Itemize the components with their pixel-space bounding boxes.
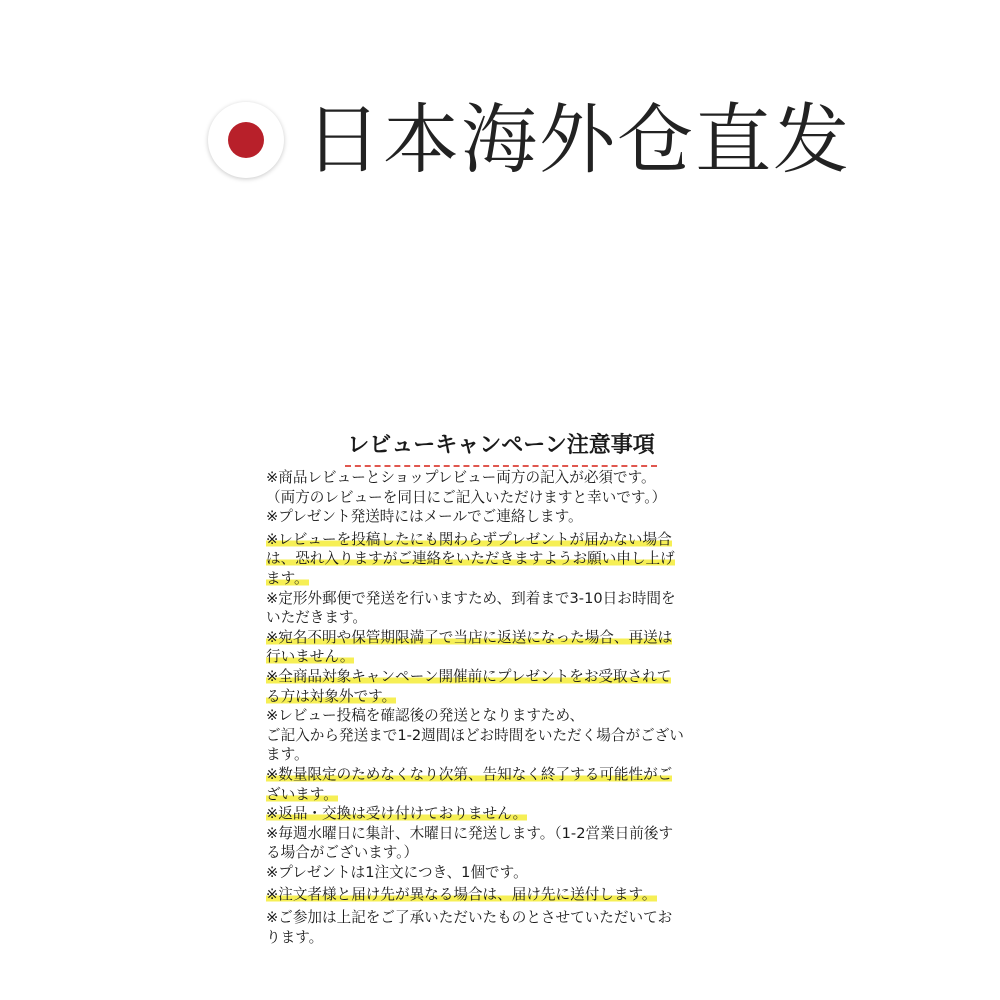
notice-line-text-highlighted: ※宛名不明や保管期限満了で当店に返送になった場合、再送は bbox=[266, 628, 673, 646]
notice-line bbox=[262, 468, 740, 488]
header-title: 日本海外仓直发 bbox=[305, 95, 851, 184]
notice-line-text: ※プレゼント発送時にはメールでご連絡します。 bbox=[266, 508, 583, 526]
notice-line bbox=[262, 488, 740, 508]
notice-line-text: （両方のレビューを同日にご記入いただけますと幸いです。） bbox=[266, 488, 667, 506]
notice-line-text: ます。 bbox=[266, 746, 309, 764]
notice-line bbox=[262, 608, 740, 628]
notice-line bbox=[262, 765, 740, 785]
notice-line-text-highlighted: 行いません。 bbox=[266, 648, 355, 666]
notice-line-text: ※定形外郵便で発送を行いますため、到着まで3-10日お時間を bbox=[266, 589, 676, 607]
notice-line bbox=[262, 507, 740, 527]
notice-line bbox=[262, 908, 740, 928]
notice-line bbox=[262, 589, 740, 609]
flag-red-circle bbox=[228, 122, 264, 158]
notice-line bbox=[262, 843, 740, 863]
review-campaign-notice bbox=[262, 428, 740, 947]
notice-line-text: ご記入から発送まで1-2週間ほどお時間をいただく場合がござい bbox=[266, 726, 684, 744]
notice-line bbox=[262, 863, 740, 883]
notice-title bbox=[262, 428, 740, 468]
notice-line-text-highlighted: は、恐れ入りますがご連絡をいただきますようお願い申し上げ bbox=[266, 550, 675, 568]
notice-line-text-highlighted: ※全商品対象キャンペーン開催前にプレゼントをお受取されて bbox=[266, 667, 672, 685]
notice-line-text-highlighted: ※レビューを投稿したにも関わらずプレゼントが届かない場合 bbox=[266, 530, 672, 548]
notice-line bbox=[262, 928, 740, 948]
notice-line-text: ります。 bbox=[266, 928, 324, 946]
notice-line bbox=[262, 530, 740, 550]
notice-line-text-highlighted: ざいます。 bbox=[266, 785, 338, 803]
notice-line bbox=[262, 726, 740, 746]
notice-line bbox=[262, 745, 740, 765]
notice-line-text: ※レビュー投稿を確認後の発送となりますため、 bbox=[266, 707, 585, 725]
notice-line bbox=[262, 785, 740, 805]
notice-line bbox=[262, 647, 740, 667]
notice-line-text: る場合がございます。） bbox=[266, 844, 419, 862]
notice-line bbox=[262, 706, 740, 726]
notice-line-text: いただきます。 bbox=[266, 609, 367, 627]
notice-line-text-highlighted: ※返品・交換は受け付けておりません。 bbox=[266, 805, 528, 823]
notice-line bbox=[262, 885, 740, 905]
notice-line-text: ※商品レビューとショップレビュー両方の記入が必須です。 bbox=[266, 469, 656, 486]
notice-line bbox=[262, 824, 740, 844]
japan-flag-icon bbox=[208, 102, 284, 178]
notice-line-text: ※毎週水曜日に集計、木曜日に発送します。（1-2営業日前後す bbox=[266, 824, 674, 842]
notice-line bbox=[262, 569, 740, 589]
notice-list bbox=[262, 468, 740, 947]
notice-line-text-highlighted: る方は対象外です。 bbox=[266, 687, 397, 705]
notice-line-text-highlighted: ※数量限定のためなくなり次第、告知なく終了する可能性がご bbox=[266, 765, 673, 783]
notice-line-text: ※ご参加は上記をご了承いただいたものとさせていただいてお bbox=[266, 909, 673, 927]
notice-line-text-highlighted: ※注文者様と届け先が異なる場合は、届け先に送付します。 bbox=[266, 886, 657, 904]
notice-line bbox=[262, 549, 740, 569]
notice-line-text-highlighted: ます。 bbox=[266, 569, 309, 587]
notice-line bbox=[262, 687, 740, 707]
notice-line bbox=[262, 667, 740, 687]
notice-line bbox=[262, 628, 740, 648]
header-banner bbox=[0, 0, 1000, 280]
notice-line-text: ※プレゼントは1注文につき、1個です。 bbox=[266, 863, 528, 881]
notice-title-text: レビューキャンペーン注意事項 bbox=[345, 428, 657, 467]
notice-line bbox=[262, 804, 740, 824]
